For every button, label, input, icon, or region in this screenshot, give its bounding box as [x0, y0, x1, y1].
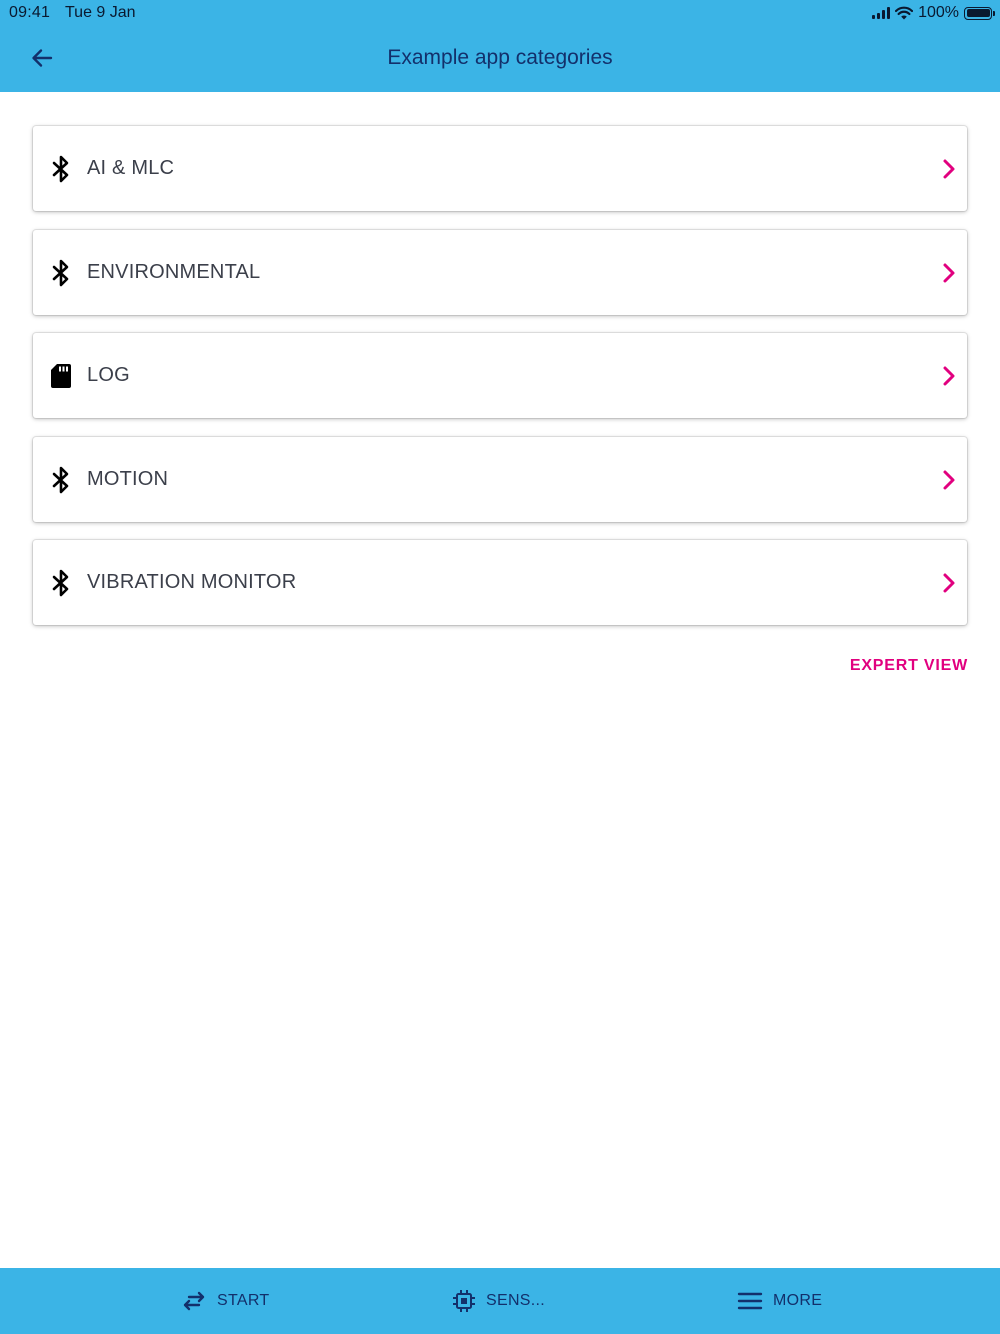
category-label: VIBRATION MONITOR — [87, 571, 297, 593]
sd-card-icon — [48, 362, 74, 390]
category-label: AI & MLC — [87, 157, 175, 179]
tab-start[interactable] — [181, 1268, 269, 1334]
category-card-environmental[interactable] — [33, 230, 967, 315]
category-list — [33, 126, 967, 644]
chevron-right-icon — [941, 158, 957, 180]
category-card-log[interactable] — [33, 333, 967, 418]
battery-percent: 100% — [918, 4, 959, 21]
category-label: MOTION — [87, 467, 169, 490]
tab-label: START — [217, 1292, 270, 1309]
chevron-right-icon — [941, 469, 957, 491]
chevron-right-icon — [941, 365, 957, 387]
status-date: Tue 9 Jan — [65, 4, 136, 21]
status-time: 09:41 — [9, 4, 51, 21]
category-label: LOG — [87, 364, 130, 386]
app-header — [0, 0, 1000, 92]
category-card-vibration-monitor[interactable] — [33, 540, 967, 625]
page-title: Example app categories — [387, 46, 613, 69]
cellular-signal-icon — [872, 7, 890, 19]
tab-sensors[interactable] — [452, 1268, 545, 1334]
wifi-icon — [895, 6, 913, 20]
expert-view-button[interactable]: EXPERT VIEW — [849, 657, 968, 674]
category-label: ENVIRONMENTAL — [87, 260, 261, 283]
swap-arrows-icon — [181, 1291, 207, 1311]
tab-more[interactable] — [737, 1268, 822, 1334]
category-card-ai-mlc[interactable] — [33, 126, 967, 211]
bluetooth-icon — [48, 569, 74, 597]
tab-label: SENS... — [486, 1292, 546, 1309]
status-indicators — [872, 3, 992, 23]
bluetooth-icon — [48, 155, 74, 183]
bluetooth-icon — [48, 466, 74, 494]
bluetooth-icon — [48, 259, 74, 287]
bottom-tab-bar — [0, 1268, 1000, 1334]
menu-icon — [737, 1291, 763, 1311]
tab-label: MORE — [773, 1292, 823, 1309]
chip-icon — [452, 1289, 476, 1313]
chevron-right-icon — [941, 262, 957, 284]
battery-icon — [964, 7, 992, 20]
chevron-right-icon — [941, 572, 957, 594]
category-card-motion[interactable] — [33, 437, 967, 522]
